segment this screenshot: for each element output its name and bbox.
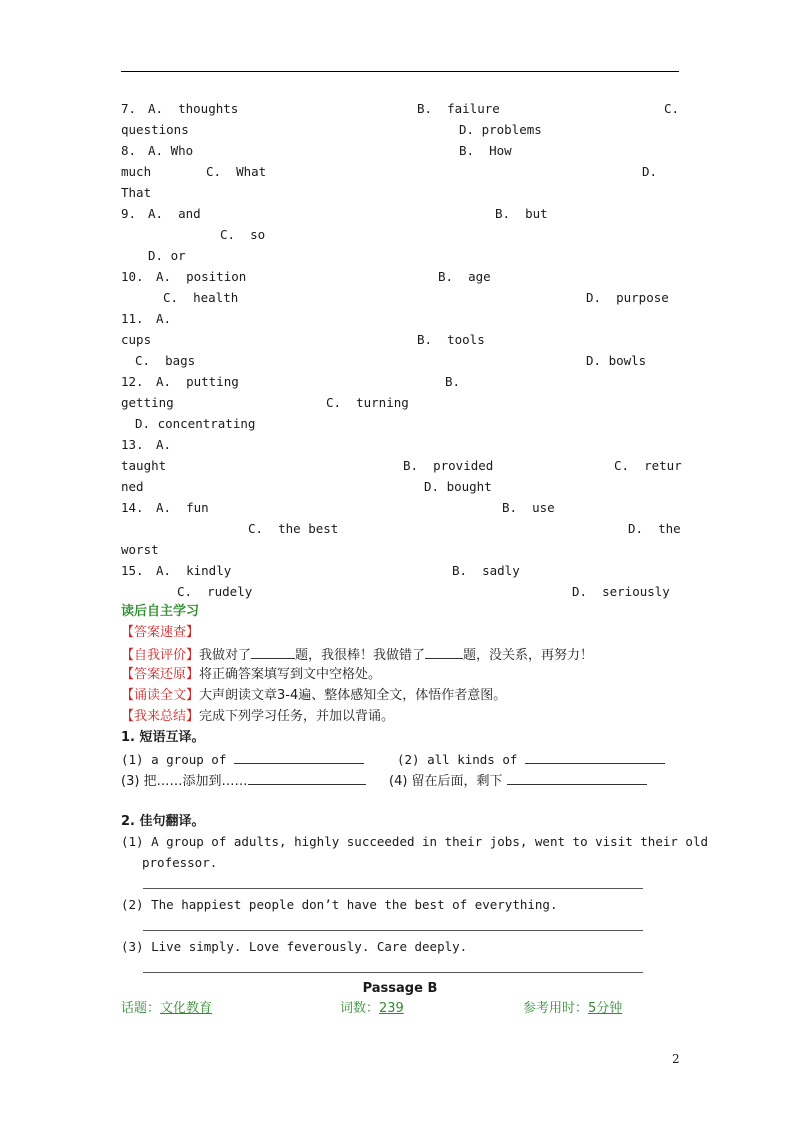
- answer-check-tag: 【答案速查】: [121, 625, 200, 640]
- phrase-3: [121, 773, 366, 789]
- q9-option-d: D. or: [148, 248, 186, 263]
- q8-option-c: C. What: [206, 164, 267, 179]
- q15-option-a: A. kindly: [156, 563, 232, 578]
- q7-option-b: B. failure: [417, 101, 500, 116]
- q9-option-c: C. so: [220, 227, 266, 242]
- q10-option-d: D. purpose: [586, 290, 669, 305]
- phrase-3-blank[interactable]: [248, 773, 366, 785]
- restore-line: [121, 668, 381, 682]
- q12-option-a: A. putting: [156, 374, 239, 389]
- restore-tag: 【答案还原】: [121, 667, 200, 682]
- passage-title: Passage B: [362, 981, 438, 996]
- phrase-4: [389, 773, 647, 789]
- q7-option-d: D. problems: [459, 122, 542, 137]
- q7-option-a: A. thoughts: [148, 101, 239, 116]
- q9-option-b: B. but: [495, 206, 548, 221]
- q8-option-d: D.: [642, 164, 658, 179]
- q11-option-c: C. bags: [135, 353, 196, 368]
- q14-option-b: B. use: [502, 500, 555, 515]
- q11-option-b: B. tools: [417, 332, 485, 347]
- phrase-2: [397, 752, 665, 767]
- q7-option-c: C.: [664, 101, 680, 116]
- q12-option-d: D. concentrating: [135, 416, 256, 431]
- q13-option-c-word: ned: [121, 479, 144, 494]
- self-evaluation: [121, 647, 593, 663]
- sentence-3: (3) Live simply. Love feverously. Care deeply.: [121, 939, 468, 954]
- q14-number: 14.: [121, 500, 144, 515]
- q15-option-b: B. sadly: [452, 563, 520, 578]
- word-count-value: 239: [379, 1001, 404, 1016]
- reference-time-label: 参考用时：: [523, 1001, 589, 1016]
- q8-option-a: A. Who: [148, 143, 194, 158]
- topic-label: 话题：: [121, 1001, 161, 1016]
- recite-tag: 【诵读全文】: [121, 688, 200, 703]
- phrase-1-text: (1) a group of: [121, 752, 227, 767]
- q10-option-a: A. position: [156, 269, 247, 284]
- topic-value: 文化教育: [160, 1001, 213, 1016]
- word-count: [340, 1002, 404, 1016]
- phrase-3-text: (3) 把……添加到……: [121, 774, 248, 789]
- summary-line: [121, 710, 394, 724]
- sentence-1-line-1: (1) A group of adults, highly succeeded in their jobs, went to visit their old: [121, 834, 708, 849]
- phrase-4-text: (4) 留在后面，剩下: [389, 774, 503, 789]
- summary-text: 完成下列学习任务，并加以背诵。: [199, 709, 395, 724]
- phrase-4-blank[interactable]: [507, 773, 647, 785]
- sentence-3-answer-line[interactable]: [143, 972, 643, 973]
- q8-option-b-word: much: [121, 164, 152, 179]
- self-eval-text-a: 我做对了: [199, 648, 252, 663]
- self-eval-text-b: 题，我很棒！我做错了: [295, 648, 426, 663]
- task2-title: 2. 佳句翻译。: [121, 814, 205, 829]
- q14-option-c: C. the best: [248, 521, 339, 536]
- recite-line: [121, 689, 506, 703]
- q11-option-a: A.: [156, 311, 172, 326]
- q15-option-c: C. rudely: [177, 584, 253, 599]
- q14-option-d-word: worst: [121, 542, 159, 557]
- summary-tag: 【我来总结】: [121, 709, 200, 724]
- q9-option-a: A. and: [148, 206, 201, 221]
- reference-time: [523, 1002, 622, 1016]
- q8-option-b: B. How: [459, 143, 512, 158]
- recite-text: 大声朗读文章3-4遍、整体感知全文，体悟作者意图。: [199, 688, 507, 703]
- header-rule: [121, 71, 679, 72]
- q14-option-d: D. the: [628, 521, 681, 536]
- task1-title: 1. 短语互译。: [121, 730, 205, 745]
- q7-option-c-word: questions: [121, 122, 189, 137]
- page-number: 2: [672, 1052, 680, 1066]
- q15-number: 15.: [121, 563, 144, 578]
- phrase-2-blank[interactable]: [525, 752, 665, 764]
- sentence-1-line-2: professor.: [142, 855, 218, 870]
- phrase-1: [121, 752, 364, 767]
- reference-time-value: 5分钟: [588, 1001, 623, 1016]
- restore-text: 将正确答案填写到文中空格处。: [199, 667, 382, 682]
- q9-number: 9.: [121, 206, 137, 221]
- q12-number: 12.: [121, 374, 144, 389]
- self-eval-text-c: 题，没关系，再努力！: [463, 648, 594, 663]
- q13-number: 13.: [121, 437, 144, 452]
- correct-count-blank[interactable]: [251, 647, 295, 659]
- q8-number: 8.: [121, 143, 137, 158]
- q12-option-b-word: getting: [121, 395, 174, 410]
- q12-option-c: C. turning: [326, 395, 409, 410]
- sentence-2-answer-line[interactable]: [143, 930, 643, 931]
- sentence-1-answer-line[interactable]: [143, 888, 643, 889]
- q13-option-b: B. provided: [403, 458, 494, 473]
- wrong-count-blank[interactable]: [425, 647, 463, 659]
- q11-option-d: D. bowls: [586, 353, 647, 368]
- phrase-2-text: (2) all kinds of: [397, 752, 518, 767]
- q11-option-a-word: cups: [121, 332, 152, 347]
- q15-option-d: D. seriously: [572, 584, 670, 599]
- self-eval-tag: 【自我评价】: [121, 648, 200, 663]
- q8-option-d-word: That: [121, 185, 152, 200]
- q14-option-a: A. fun: [156, 500, 209, 515]
- q13-option-c: C. retur: [614, 458, 682, 473]
- q7-number: 7.: [121, 101, 137, 116]
- q10-number: 10.: [121, 269, 144, 284]
- q12-option-b: B.: [445, 374, 461, 389]
- study-heading: 读后自主学习: [121, 604, 200, 619]
- q10-option-c: C. health: [163, 290, 239, 305]
- q10-option-b: B. age: [438, 269, 491, 284]
- word-count-label: 词数：: [340, 1001, 380, 1016]
- q13-option-a: A.: [156, 437, 172, 452]
- sentence-2: (2) The happiest people don’t have the best of everything.: [121, 897, 558, 912]
- topic: [121, 1002, 212, 1016]
- q13-option-d: D. bought: [424, 479, 492, 494]
- q11-number: 11.: [121, 311, 144, 326]
- phrase-1-blank[interactable]: [234, 752, 364, 764]
- q13-option-a-word: taught: [121, 458, 167, 473]
